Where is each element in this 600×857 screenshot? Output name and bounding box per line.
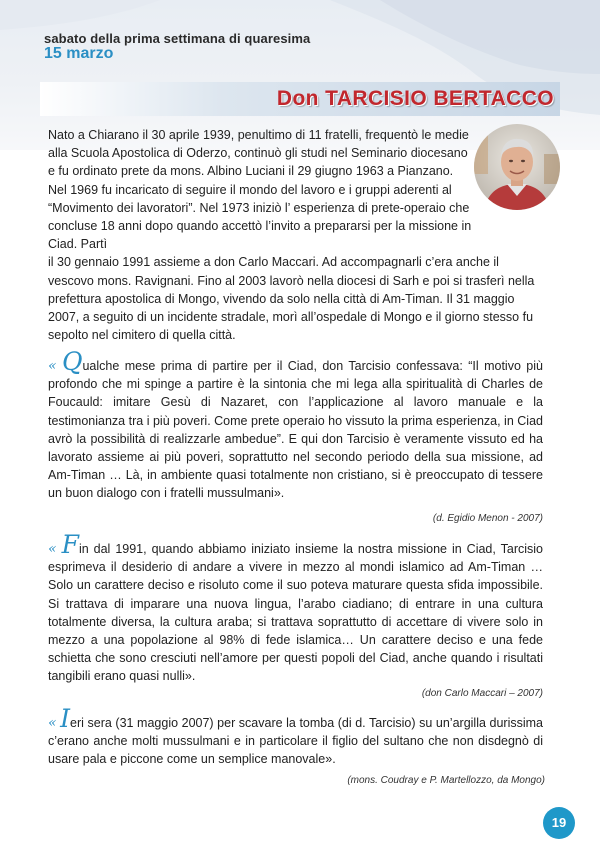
- liturgical-day: sabato della prima settimana di quaresima: [44, 31, 311, 46]
- quote-initial: Q: [61, 347, 83, 376]
- quote-text: ualche mese prima di partire per il Ciad, don Tarcisio confessava: “Il motivo più profondo che mi spinge a partire è la sintonia che mi lega alla spiritualità di Charles de Foucauld: imitare Gesù di Nazaret, con l’applicazione al lavoro manuale e la testimonianza tra i più poveri. Come prete operaio ho vissuto la prima esperienza, in Ciad avrò la possibilità di realizzarle ambedue”. E qui don Tarcisio è veramente vissuto ed ha lavorato assieme ai più poveri, soprattutto nel secondo periodo della sua missione, ad Am-Timan … Là, in ambiente quasi totalmente non cristiano, si è preoccupato di tessere un buon dialogo con i fratelli mussulmani».: [48, 359, 543, 501]
- quote-initial: F: [61, 530, 79, 559]
- date-heading: 15 marzo: [44, 45, 114, 62]
- quote-1-citation: (d. Egidio Menon - 2007): [432, 513, 543, 524]
- quote-mark: «: [48, 541, 57, 557]
- biography-paragraph: [48, 126, 546, 344]
- quote-2: [48, 530, 543, 686]
- page-title: Don TARCISIO BERTACCO: [276, 87, 554, 110]
- quote-2-citation: (don Carlo Maccari – 2007): [421, 688, 543, 699]
- quote-1: [48, 347, 543, 503]
- quote-mark: «: [48, 715, 57, 731]
- quote-initial: I: [60, 704, 71, 733]
- page-number-badge: 19: [543, 807, 575, 839]
- quote-mark: «: [48, 358, 57, 374]
- quote-text: in dal 1991, quando abbiamo iniziato insieme la nostra missione in Ciad, Tarcisio esprimeva il desiderio di andare a vivere in mezzo al mondi islamico ad Am-Timan … Solo un carattere deciso e risoluto come il suo poteva maturare questa sfida impossibile. Si trattava di imparare una nuova lingua, l’arabo ciadiano; di entrare in una cultura totalmente diversa, la cultura araba; si trattava soprattutto di accettare di vivere solo in mezzo a una popolazione al 98% di fede islamica… Un carattere deciso e una fede schietta che sono cresciuti nell’amore per questi popoli del Ciad, anche quando i risultati tangibili erano quasi nulli».: [48, 542, 543, 684]
- quote-text: eri sera (31 maggio 2007) per scavare la tomba (di d. Tarcisio) su un’argilla durissima c’erano anche molti mussulmani e in particolare il figlio del sultano che non disdegnò di usare pala e piccone come un semplice manovale».: [48, 716, 543, 767]
- biography-text-narrow: Nato a Chiarano il 30 aprile 1939, penultimo di 11 fratelli, frequentò le medie alla Scuola Apostolica di Oderzo, continuò gli studi nel Seminario diocesano e fu ordinato prete da mons. Albino Luciani il 29 giugno 1963 a Pianzano. Nel 1969 fu incaricato di seguire il mondo del lavoro e i gruppi aderenti al “Movimento dei lavoratori”. Nel 1973 iniziò l’ esperienza di prete-operaio che concluse 18 anni dopo quando accettò l’invito a prepararsi per la missione in Ciad. Partì: [48, 128, 472, 252]
- quote-3: [48, 704, 543, 769]
- biography-text-wide: il 30 gennaio 1991 assieme a don Carlo Maccari. Ad accompagnarli c’era anche il vescovo mons. Ravignani. Fino al 2003 lavorò nella diocesi di Sarh e poi si trasferì nella prefettura apostolica di Mongo, vivendo da solo nella città di Am-Timan. Il 31 maggio 2007, a seguito di un incidente stradale, morì all’ospedale di Mongo e il giorno stesso fu sepolto nel cimitero di quella città.: [48, 255, 535, 343]
- quote-3-citation: (mons. Coudray e P. Martellozzo, da Mongo): [347, 775, 545, 786]
